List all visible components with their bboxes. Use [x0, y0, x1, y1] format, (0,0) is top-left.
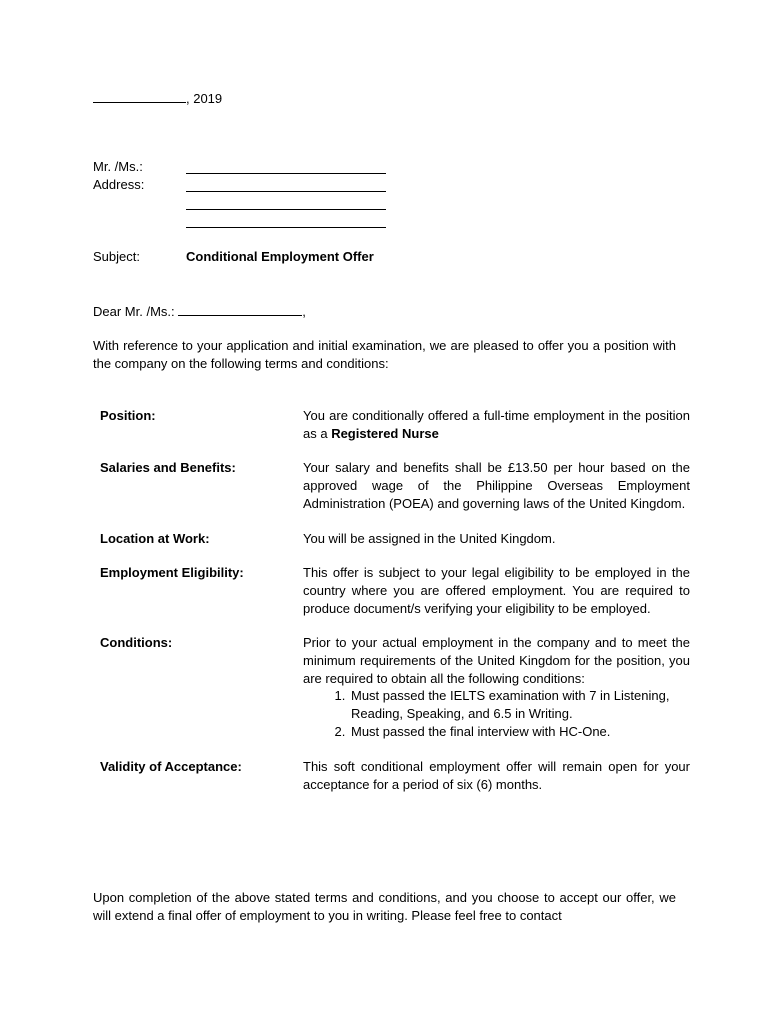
recipient-name-label: Mr. /Ms.: [93, 159, 143, 174]
position-text: You are conditionally offered a full-time employment in the position as a [303, 408, 690, 441]
recipient-address-blank [186, 177, 386, 192]
recipient-address-blank [186, 213, 386, 228]
list-item: 1. Must passed the IELTS examination with 7 in Listening, Reading, Speaking, and 6.5 in Writing. [349, 687, 690, 723]
date-line [93, 88, 222, 108]
date-blank [93, 88, 186, 103]
recipient-address-blank [186, 195, 386, 210]
term-value [303, 407, 690, 442]
term-row-eligibility [100, 564, 690, 617]
closing-paragraph: Upon completion of the above stated terms and conditions, and you choose to accept our offer, we will extend a final offer of employment to you in writing. Please feel free to contact [93, 890, 676, 923]
position-title: Registered Nurse [331, 425, 439, 441]
conditions-text: Prior to your actual employment in the company and to meet the minimum requirements of the United Kingdom for the position, you are required to obtain all the following conditions: [303, 635, 690, 686]
term-label: Validity of Acceptance: [100, 759, 242, 775]
term-value [303, 634, 690, 741]
term-label: Salaries and Benefits: [100, 460, 236, 476]
term-value: You will be assigned in the United Kingdom. [303, 530, 556, 546]
term-label: Location at Work: [100, 530, 210, 546]
term-value: Your salary and benefits shall be £13.50 per hour based on the approved wage of the Philippine Overseas Employment Administration (POEA) and governing laws of the United Kingdom. [303, 460, 690, 511]
list-item: 2. Must passed the final interview with HC-One. [349, 723, 690, 741]
term-label: Conditions: [100, 635, 173, 651]
term-label: Position: [100, 408, 156, 423]
subject-line [93, 248, 374, 266]
recipient-address-label: Address: [93, 177, 145, 192]
terms-table [100, 407, 690, 794]
salutation-prefix: Dear Mr. /Ms.: [93, 304, 179, 319]
subject-label: Subject: [93, 249, 140, 264]
term-row-validity [100, 758, 690, 793]
conditions-list [303, 687, 690, 741]
recipient-name-blank [186, 159, 386, 174]
term-row-location [100, 530, 690, 548]
term-row-salaries [100, 459, 690, 512]
term-value: This offer is subject to your legal eligibility to be employed in the country where you are offered employment. You are required to produce document/s verifying your eligibility to be employed. [303, 565, 690, 616]
salutation-name-blank [178, 301, 302, 316]
date-year: , 2019 [186, 91, 223, 106]
subject-text: Conditional Employment Offer [186, 249, 374, 264]
term-row-conditions [100, 634, 690, 741]
intro-paragraph: With reference to your application and initial examination, we are pleased to offer you a position with the company on the following terms and conditions: [93, 338, 676, 371]
term-row-position [100, 407, 690, 442]
term-value: This soft conditional employment offer will remain open for your acceptance for a period of six (6) months. [303, 759, 690, 793]
term-label: Employment Eligibility: [100, 565, 244, 581]
salutation [93, 301, 306, 321]
salutation-suffix: , [302, 304, 306, 319]
